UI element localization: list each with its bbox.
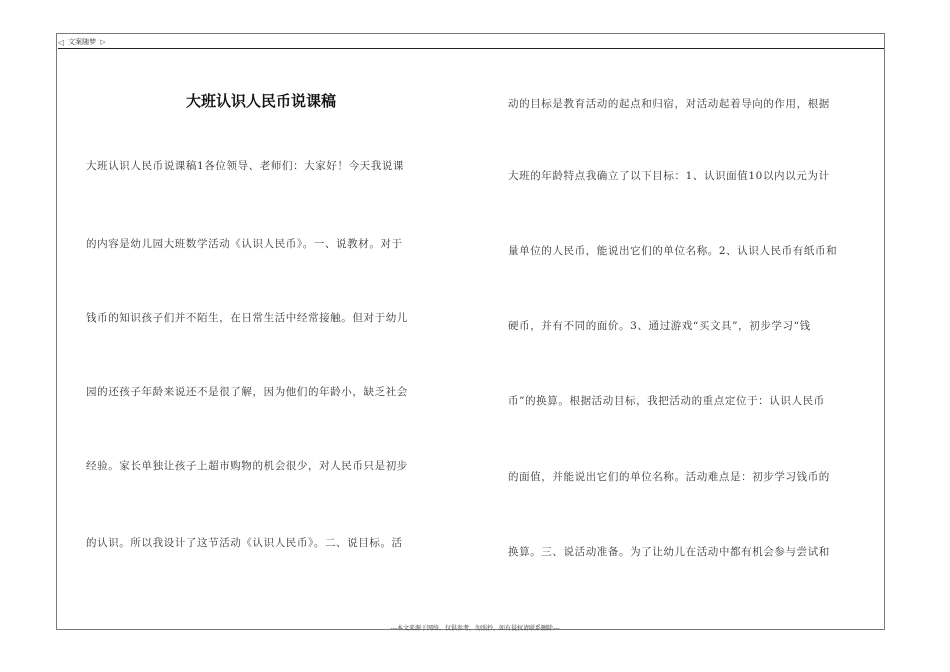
document-title: 大班认识人民币说课稿 <box>185 92 336 110</box>
header-divider <box>58 48 884 49</box>
text-line: 动的目标是教育活动的起点和归宿，对活动起着导向的作用，根据 <box>508 98 830 110</box>
text-line: 的内容是幼儿园大班数学活动《认识人民币》。一、说教材。对于 <box>86 238 403 250</box>
text-line: 换算。三、说活动准备。为了让幼儿在活动中都有机会参与尝试和 <box>508 546 830 558</box>
text-line: 硬币，并有不同的面价。3、通过游戏“买文具”，初步学习“钱 <box>508 320 811 332</box>
page-footer-note: ---本文来源于网络，仅供参考，勿照抄，如有侵权请联系删除--- <box>390 625 560 632</box>
header-label: 文案随梦 <box>68 38 97 46</box>
text-line: 的面值，并能说出它们的单位名称。活动难点是：初步学习钱币的 <box>508 471 830 483</box>
prev-triangle-icon[interactable]: ◁ <box>58 37 65 47</box>
text-line: 园的还孩子年龄来说还不是很了解，因为他们的年龄小，缺乏社会 <box>86 386 408 398</box>
text-line: 钱币的知识孩子们并不陌生，在日常生活中经常接触。但对于幼儿 <box>86 312 408 324</box>
text-line: 币”的换算。根据活动目标，我把活动的重点定位于：认识人民币 <box>508 395 825 407</box>
text-line: 的认识。所以我设计了这节活动《认识人民币》。二、说目标。活 <box>86 537 403 549</box>
text-line: 大班认识人民币说课稿1各位领导、老师们：大家好！今天我说课 <box>86 160 405 172</box>
text-line: 经验。家长单独让孩子上超市购物的机会很少，对人民币只是初步 <box>86 460 408 472</box>
text-line: 量单位的人民币，能说出它们的单位名称。2、认识人民币有纸币和 <box>508 245 838 257</box>
next-triangle-icon[interactable]: ▷ <box>100 38 106 46</box>
text-line: 大班的年龄特点我确立了以下目标：1、认识面值10以内以元为计 <box>508 170 830 182</box>
document-header <box>58 36 106 48</box>
